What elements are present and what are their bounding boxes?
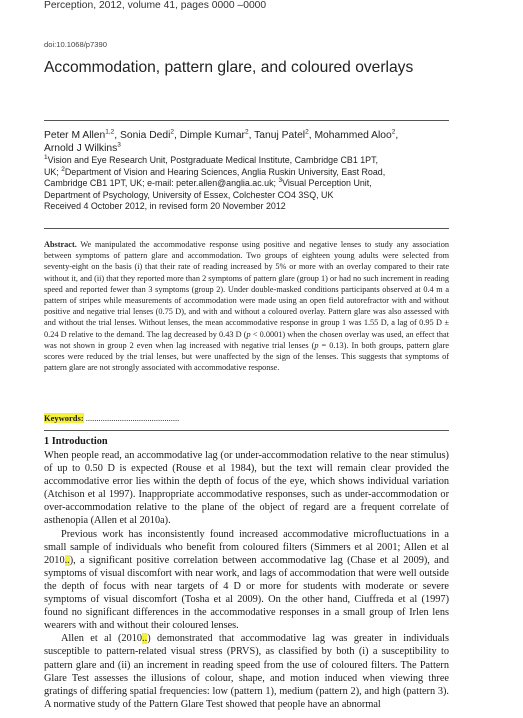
paragraph-text: ), a significant positive correlation between accommodative lag (Chase et al 2009), and symptoms of visual discomfort with near work, and lags of accommodation that were well outside the depth of focus with near targets of 4 D or more for students with moderate or severe symptoms of visual discomfort (Tosha et al 2009). On the other hand, Ciuffreda et al (1997) found no significant differences in the accommodative responses in a small group of Irlen lens wearers with and without their coloured lenses. (44, 554, 449, 632)
paragraph-text: Allen et al (2010 (61, 633, 143, 645)
author-affiliation-mark: 1,2 (105, 128, 115, 136)
abstract (44, 239, 449, 373)
author-name: , Mohammed Aloo (308, 130, 392, 141)
body-text (44, 449, 449, 711)
author-affiliation-mark: 2 (170, 128, 175, 136)
journal-citation: Perception, 2012, volume 41, pages 0000 –0000 (44, 0, 267, 11)
author-name: , Tanuj Patel (248, 130, 306, 141)
doi: doi:10.1068/p7390 (44, 40, 107, 49)
paragraph-text: ) demonstrated that accommodative lag was greater in individuals susceptible to pattern-related visual stress (PRVS), as classified by both (i) a susceptibility to pattern glare and (ii) an increment in reading speed from the use of coloured filters. The Pattern Glare Test assesses the illusions of colour, shape, and motion induced when viewing three gratings of differing spatial frequencies: low (pattern 1), medium (pattern 2), and high (pattern 3). A normative study of the Pattern Glare Test showed that people have an abnormal (44, 633, 450, 710)
abstract-label: Abstract. (44, 240, 77, 249)
affiliation-line: UK; (44, 166, 62, 177)
divider-keywords (44, 430, 449, 431)
author-name: Arnold J Wilkins (44, 143, 118, 154)
author-affiliation-mark: 2 (305, 128, 309, 136)
abstract-text: p (314, 340, 319, 350)
author-affiliation-mark: 3 (117, 141, 121, 149)
author-separator: , (395, 130, 399, 141)
divider-abstract (44, 228, 449, 229)
highlight: .. (142, 633, 148, 645)
paper-title: Accommodation, pattern glare, and coloured overlays (44, 59, 414, 76)
keywords (44, 413, 179, 423)
abstract-text: = 0.13). In both groups, pattern glare scores were reduced by the trial lenses, but were unaffected by the sign of the lenses. This suggests that symptoms of pattern glare are not strongly associated with accommodative response. (44, 340, 449, 373)
paragraph (44, 632, 449, 711)
paragraph: When people read, an accommodative lag (or under-accommodation relative to the near stimulus) of up to 0.50 D is expected (Rouse et al 1984), but the text will remain clear provided the accommodative error lies within the depth of focus of the eye, which shows individual variation (Atchison et al 1997). Inappropriate accommodative responses, such as under-accommodation or over-accommodation relative to the plane of the object of regard are a frequent correlate of asthenopia (Allen et al 2010a). (44, 450, 449, 527)
abstract-text: We manipulated the accommodative response using positive and negative lenses to study any association between symptoms of pattern glare and accommodation. Two groups of eighteen young adults were selected from seventy-eight on the basis (i) that their rate of reading increased by 5% or more with an overlay compared to their rate without it, and (ii) that they reported more than 2 symptoms of pattern glare (group 1) or had no such increment in reading speed and reported fewer than 3 symptoms (group 2). Under double-masked conditions participants observed at 0.4 m a pattern of stripes while measurements of accommodation were made using an open field autorefractor with and without positive and negative trial lenses (0.75 D), and with and without a coloured overlay. Pattern glare was also assessed with and without the trial lenses. Without lenses, the mean accommodative response in group 1 was 1.55 D, a lag of 0.95 D ± 0.24 D relative to the demand. The lag decreased by 0.43 D ( (44, 240, 449, 339)
abstract-text: p (246, 329, 251, 339)
author-list (44, 129, 454, 155)
author-affiliation-mark: 2 (391, 128, 396, 136)
section-heading: 1 Introduction (44, 436, 108, 447)
paragraph-text: Previous work has inconsistently found increased accommodative microfluctuations in a small sample of individuals who benefit from coloured filters (Simmers et al 2001; Allen et al 2010 (44, 528, 449, 566)
divider-top (44, 120, 449, 121)
author-name: , Dimple Kumar (174, 130, 245, 141)
abstract-text: < 0.0001) when the chosen overlay was used, an effect that was not shown in group 2 even when lag increased with negative trial lenses ( (44, 329, 449, 350)
highlight: .. (64, 554, 70, 566)
author-name: Peter M Allen (44, 130, 106, 141)
affiliation-line: Cambridge CB1 1PT, UK; e-mail: peter.allen@anglia.ac.uk; (44, 178, 279, 189)
affiliation-line: Vision and Eye Research Unit, Postgraduate Medical Institute, Cambridge CB1 1PT, (47, 155, 378, 165)
affiliations (44, 155, 454, 213)
keywords-label: Keywords: (44, 413, 84, 423)
author-affiliation-mark: 2 (244, 128, 249, 136)
paragraph (44, 528, 449, 633)
author-name: , Sonia Dedi (114, 130, 171, 141)
received-dates: Received 4 October 2012, in revised form 20 November 2012 (44, 201, 286, 212)
affiliation-mark: 1 (44, 154, 48, 162)
affiliation-mark: 3 (278, 177, 283, 185)
affiliation-mark: 2 (61, 165, 65, 173)
keywords-value: ............................................ (83, 413, 180, 423)
affiliation-line: Department of Vision and Hearing Sciences, Anglia Ruskin University, East Road, (64, 166, 386, 177)
affiliation-line: Department of Psychology, University of Essex, Colchester CO4 3SQ, UK (44, 189, 334, 200)
affiliation-line: Visual Perception Unit, (282, 178, 372, 189)
